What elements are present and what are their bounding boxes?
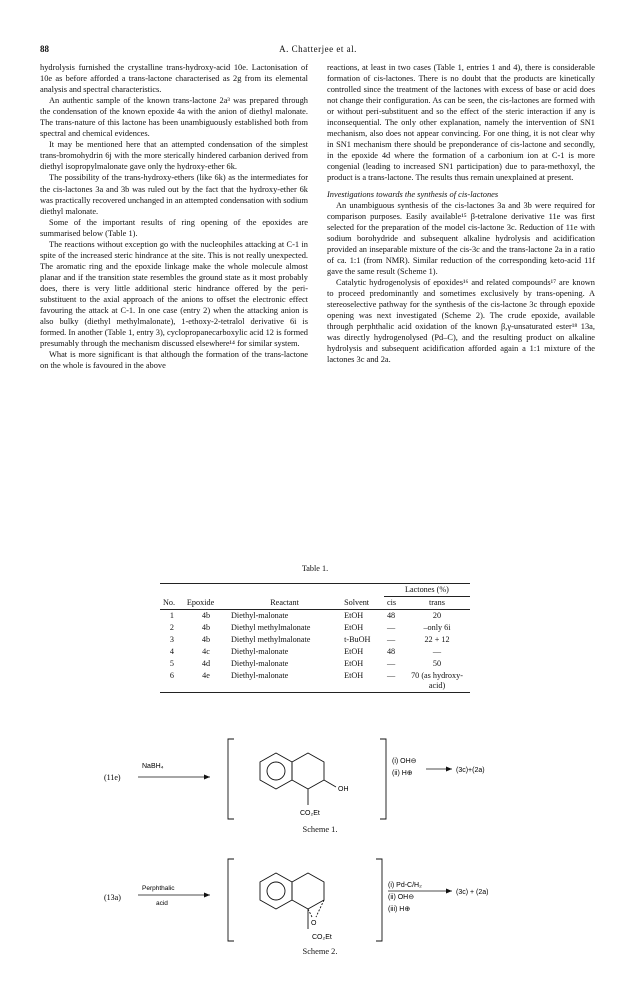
intermediate-structure (260, 753, 336, 805)
bracket-right (380, 739, 386, 819)
table-row: 3 4b Diethyl methylmalonate t-BuOH — 22 + 12 (169, 635, 450, 644)
column-header: No. (163, 597, 176, 607)
scheme-1-start-label: (11e) (104, 773, 121, 782)
bracket-left (228, 859, 234, 941)
condition-2: (ii) OH⊖ (388, 894, 415, 901)
ester-label: CO₂Et (300, 810, 320, 817)
table-row: 2 4b Diethyl methylmalonate EtOH — –only 6i (169, 623, 451, 632)
paragraph: The reactions without exception go with the nucleophiles attacking at C-1 in spite of the increased steric hindrance at the site. This is not really unexpected. The aromatic ring and the epoxide linkage make the whole molecule almost planar and if the transition state resembles the ground state as it most probably does, there is very little additional steric hindrance offered by the peri-substituent to the axial approach of the anions to offset the electronic effect favouring the attack at C-1. In one case (entry 2) when the attacking anion is also bulky (diethyl methylmalonate), 1-ethoxy-2-tetralol derivative 6i is formed. In another (Table 1, entry 3), cyclopropanecarboxylic acid 12 is formed presumably through the mechanism discussed elsewhere¹⁴ for similar system. (40, 239, 308, 349)
paragraph: reactions, at least in two cases (Table 1, entries 1 and 4), there is considerable formation of cis-lactones. There is no doubt that the products are kinetically controlled since the treatment of the lactones with excess of base or acid does not change their configuration. As can be seen, the cis-lactones are formed with or without peri-substituent and so the effect of the steric interaction if any is inconsequential. The only other explanation, namely the intervention of SN1 mechanism, also does not appear convincing. For one thing, it is not clear why in SN1 mechanism there should be preponderance of cis-lactone and secondly, in the epoxide 4d where the formation of a carbonium ion at C-1 is more congenial (leading to increased SN1 participation) due to para-methoxyl, the product is a trans-lactone. The results thus remain unexplained at present. (327, 63, 595, 183)
bracket-right (376, 859, 382, 941)
paragraph: An unambiguous synthesis of the cis-lactones 3a and 3b were required for comparison purposes. Easily available¹⁵ β-tetralone derivative 11e was first selected for the preparation of the model cis-lactone 3c. Reduction of 11e with sodium borohydride and subsequent alkaline hydrolysis and acidification provided an inseparable mixture of the cis-3c and the trans-lactone 2a in a ratio of ca. 1:1 (from NMR). Similar reduction of the corresponding keto-acid 11f gave the same result (Scheme 1). (327, 200, 595, 276)
scheme-1 (100, 735, 540, 840)
scheme-1-products: (3c)+(2a) (456, 767, 485, 774)
scheme-1-reagent: NaBH₄ (142, 763, 164, 770)
scheme-2-products: (3c) + (2a) (456, 889, 489, 896)
scheme-2-drawing (100, 855, 540, 947)
paragraph: The possibility of the trans-hydroxy-ethers (like 6k) as the intermediates for the cis-lactones 3a and 3b was ruled out by the fact that the hydroxy-ether 6k was practically recovered unchanged in an attempted condensation with sodium diethyl malonate. (40, 173, 308, 216)
arrowhead-icon (446, 889, 452, 894)
paragraph: hydrolysis furnished the crystalline trans-hydroxy-acid 10e. Lactonisation of 10e as before afforded a trans-lactone characterised as 2g from its elemental analysis and spectral characteristics. (40, 63, 308, 95)
paragraph: It may be mentioned here that an attempted condensation of the simplest trans-bromohydrin 6j with the more sterically hindered carbanion derived from diethyl isopropylmalonate gave only the hydroxy-ether 6k. (40, 140, 308, 172)
bracket-left (228, 739, 234, 819)
scheme-2-start-label: (13a) (104, 893, 121, 902)
paragraph: Some of the important results of ring opening of the epoxides are summarised below (Table 1). (40, 217, 308, 238)
scheme-2 (100, 855, 540, 963)
condition-2: (ii) H⊕ (392, 770, 413, 777)
arrowhead-icon (446, 767, 452, 772)
column-header: Reactant (270, 597, 299, 607)
paragraph: What is more significant is that although the formation of the trans-lactone on the whole is favoured in the above (40, 350, 308, 371)
column-header: Epoxide (186, 597, 215, 607)
running-head: A. Chatterjee et al. (279, 44, 357, 54)
scheme-2-reagent-top: Perphthalic (142, 885, 175, 892)
left-column (40, 62, 308, 371)
paragraph: Catalytic hydrogenolysis of epoxides¹⁶ and related compounds¹⁷ are known to proceed predominantly and sometimes exclusively by trans-opening. A stereoselective pathway for the synthesis of the cis-lactone 3c through epoxide opening was next investigated (Scheme 2). The crude epoxide, available through perphthalic acid oxidation of the known β,γ-unsaturated ester¹⁸ 13a, was directly hydrogenolysed (Pd–C), and the resulting product on alkaline hydrolysis and subsequent acidification afforded again a 1:1 mixture of the lactones 3c and 2a. (327, 277, 595, 365)
condition-1: (i) Pd-C/H₂ (388, 882, 422, 889)
arrowhead-icon (204, 893, 210, 898)
paragraph: An authentic sample of the known trans-lactone 2a³ was prepared through the condensation of the known epoxide 4a with the anion of diethyl malonate. The trans-nature of this lactone has been unambiguously established both from spectral and chemical evidences. (40, 96, 308, 139)
hydroxyl-label: OH (338, 786, 349, 793)
table-title: Table 1. (301, 564, 329, 573)
table-row: 6 4e Diethyl-malonate EtOH — 70 (as hydroxy-acid) (160, 670, 470, 693)
lactones-header: Lactones (%) (384, 584, 470, 597)
column-header: cis (386, 598, 397, 607)
column-header: trans (429, 598, 445, 607)
table-row: 4 4c Diethyl-malonate EtOH 48 — (169, 647, 442, 656)
scheme-1-drawing (100, 735, 540, 825)
scheme-1-caption: Scheme 1. (302, 825, 338, 834)
scheme-2-caption: Scheme 2. (302, 947, 338, 956)
arrowhead-icon (204, 775, 210, 780)
section-heading: Investigations towards the synthesis of cis-lactones (327, 189, 499, 199)
ester-label: CO₂Et (312, 934, 332, 941)
table-1 (160, 564, 470, 693)
right-column (327, 62, 595, 365)
scheme-2-reagent-bottom: acid (156, 900, 168, 907)
results-table (160, 583, 470, 693)
table-row: 1 4b Diethyl-malonate EtOH 48 20 (169, 611, 442, 620)
column-header: Solvent (344, 597, 370, 607)
epoxide-oxygen-label: O (311, 920, 317, 927)
page-header (40, 44, 596, 58)
page-number: 88 (40, 44, 49, 54)
condition-1: (i) OH⊖ (392, 758, 417, 765)
condition-3: (iii) H⊕ (388, 906, 411, 913)
table-row: 5 4d Diethyl-malonate EtOH — 50 (169, 659, 442, 668)
